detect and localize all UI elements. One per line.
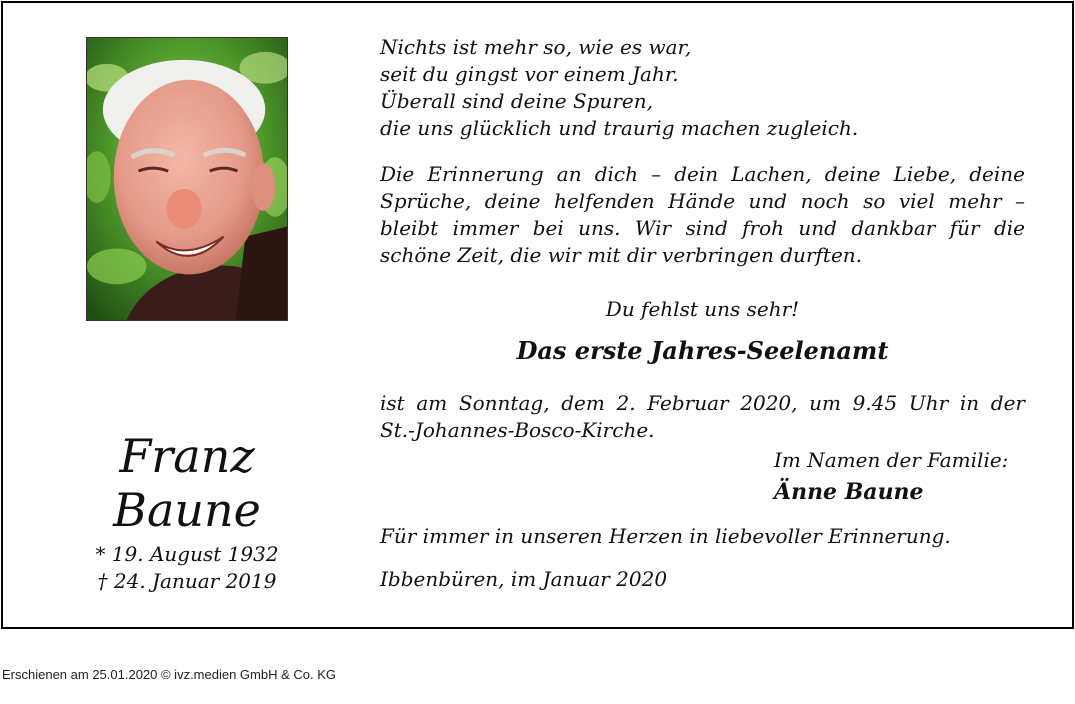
service-line: ist am Sonntag, dem 2. Februar 2020, um 9.45 Uhr in der xyxy=(380,391,1025,415)
place-date xyxy=(380,566,1025,593)
poem-line: Überall sind deine Spuren, xyxy=(380,89,653,113)
family-intro: Im Namen der Familie: xyxy=(774,448,1009,472)
family-signature: Änne Baune xyxy=(774,479,924,505)
remembrance-line: Sprüche, deine helfenden Hände und noch so viel mehr – xyxy=(380,189,1025,213)
closing-text: Für immer in unseren Herzen in liebevoller Erinnerung. xyxy=(380,524,951,548)
poem-line: seit du gingst vor einem Jahr. xyxy=(380,62,679,86)
death-date: † 24. Januar 2019 xyxy=(97,569,277,593)
deceased-first-name: Franz xyxy=(119,429,255,483)
portrait-image xyxy=(87,38,287,320)
remembrance-paragraph xyxy=(380,161,1025,269)
service-title: Das erste Jahres-Seelenamt xyxy=(516,336,889,365)
publication-footer: Erschienen am 25.01.2020 © ivz.medien GmbH & Co. KG xyxy=(2,667,337,682)
birth-date: * 19. August 1932 xyxy=(95,542,279,566)
deceased-last-name: Baune xyxy=(113,483,261,537)
service-line: St.-Johannes-Bosco-Kirche. xyxy=(380,418,655,442)
remembrance-line: bleibt immer bei uns. Wir sind froh und dankbar für die xyxy=(380,216,1025,240)
poem xyxy=(380,34,1025,142)
closing-line xyxy=(380,523,1025,550)
poem-line: Nichts ist mehr so, wie es war, xyxy=(380,35,692,59)
remembrance-line: Die Erinnerung an dich – dein Lachen, deine Liebe, deine xyxy=(380,162,1025,186)
service-details xyxy=(380,390,1025,444)
portrait-photo xyxy=(86,37,288,321)
place-date-text: Ibbenbüren, im Januar 2020 xyxy=(380,567,668,591)
remembrance-line: schöne Zeit, die wir mit dir verbringen durften. xyxy=(380,243,863,267)
miss-you-line: Du fehlst uns sehr! xyxy=(605,297,800,321)
poem-line: die uns glücklich und traurig machen zugleich. xyxy=(380,116,859,140)
